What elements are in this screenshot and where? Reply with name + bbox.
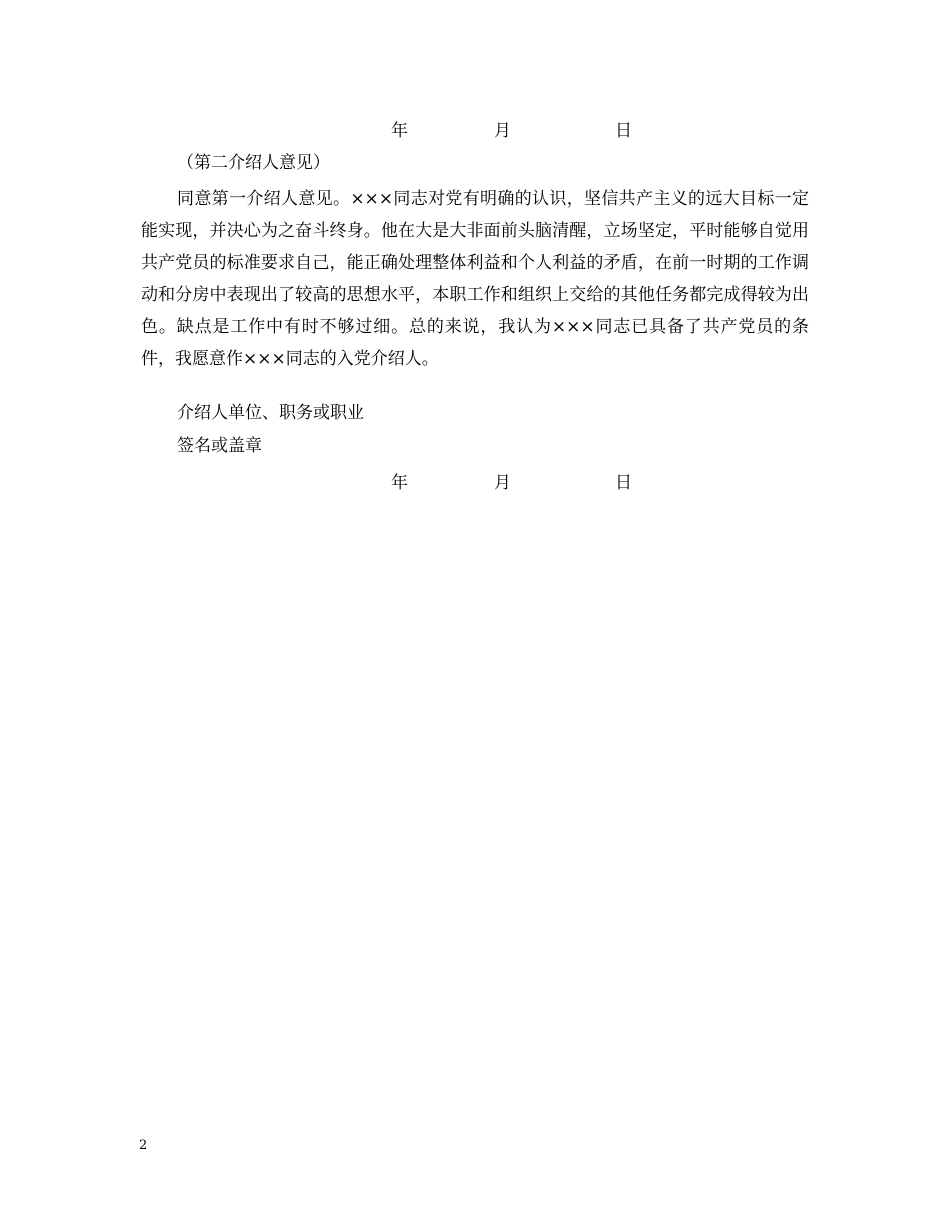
signature-label: 签名或盖章 [177, 436, 262, 456]
second-date-month: 月 [494, 473, 511, 493]
introducer-unit-label: 介绍人单位、职务或职业 [177, 403, 364, 423]
page-number: 2 [139, 1138, 148, 1153]
first-date-line [0, 119, 950, 143]
second-introducer-heading: （第二介绍人意见） [177, 153, 330, 173]
second-introducer-opinion: 同意第一介绍人意见。×××同志对党有明确的认识，坚信共产主义的远大目标一定能实现，并决心为之奋斗终身。他在大是大非面前头脑清醒，立场坚定，平时能够自觉用共产党员的标准要求自己，能正确处理整体利益和个人利益的矛盾，在前一时期的工作调动和分房中表现出了较高的思想水平，本职工作和组织上交给的其他任务都完成得较为出色。缺点是工作中有时不够过细。总的来说，我认为×××同志已具备了共产党员的条件，我愿意作×××同志的入党介绍人。 [141, 189, 809, 369]
second-date-day: 日 [615, 473, 632, 493]
first-date-day: 日 [615, 121, 632, 141]
second-date-year: 年 [391, 473, 408, 493]
first-date-year: 年 [391, 121, 408, 141]
second-date-line [0, 471, 950, 495]
first-date-month: 月 [494, 121, 511, 141]
